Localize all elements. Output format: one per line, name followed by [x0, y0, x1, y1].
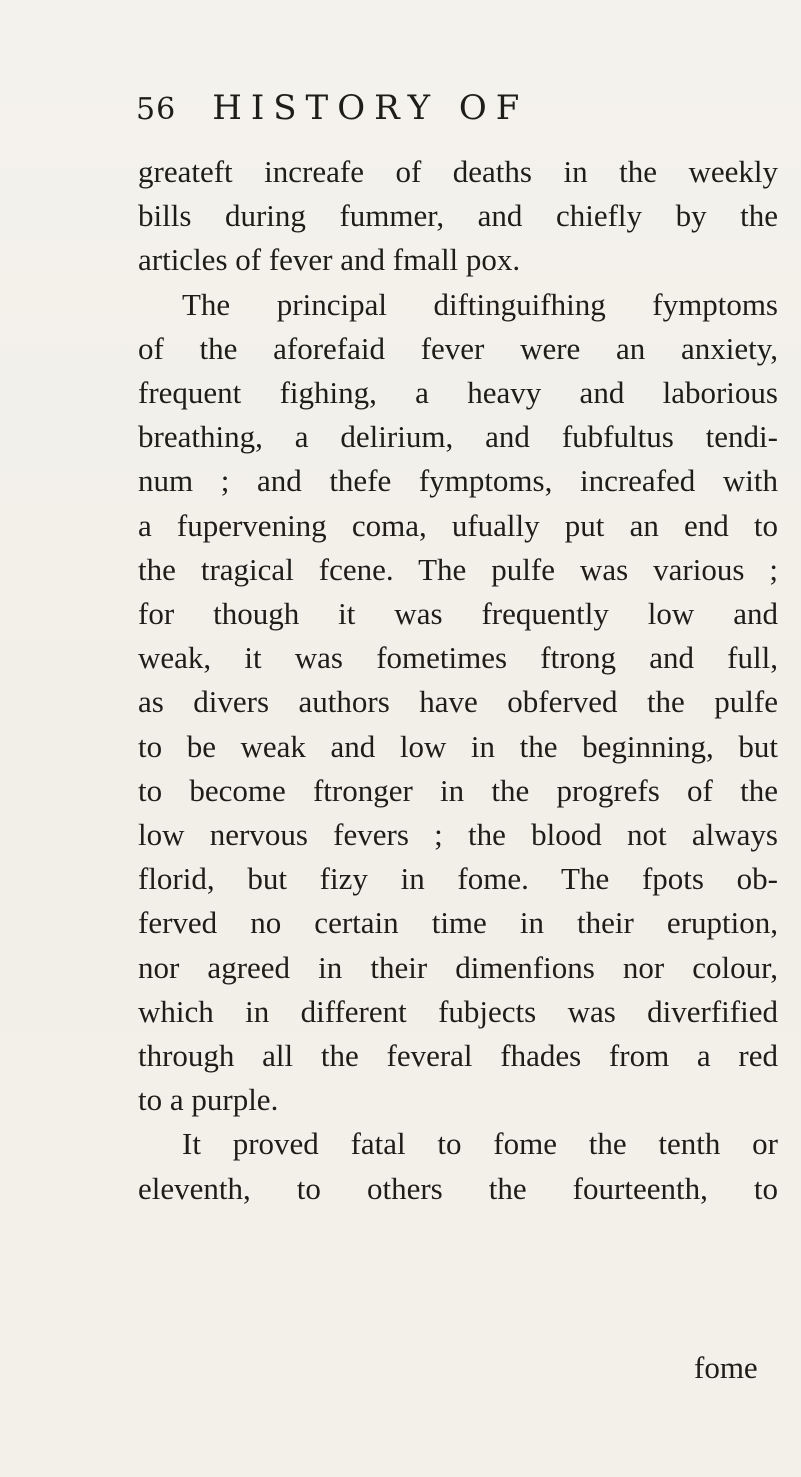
- catchword: fome: [694, 1350, 758, 1385]
- text-line: breathing, a delirium, and fubfultus tendi-: [138, 419, 778, 455]
- text-line: the tragical fcene. The pulfe was various ;: [138, 551, 778, 587]
- text-line: florid, but fizy in fome. The fpots ob-: [138, 861, 778, 897]
- text-line: weak, it was fometimes ftrong and full,: [138, 640, 778, 676]
- text-line: of the aforefaid fever were an anxiety,: [138, 330, 778, 366]
- text-line: nor agreed in their dimenfions nor colour,: [138, 949, 778, 985]
- text-line: to become ftronger in the progrefs of the: [138, 772, 778, 808]
- text-line: frequent fighing, a heavy and laborious: [138, 375, 778, 411]
- text-line: through all the feveral fhades from a red: [138, 1038, 778, 1074]
- text-line: to be weak and low in the beginning, but: [138, 728, 778, 764]
- text-line: The principal diftinguifhing fymptoms: [182, 286, 778, 322]
- text-line: greateft increafe of deaths in the weekly: [138, 154, 778, 189]
- running-head: HISTORY OF: [212, 88, 529, 128]
- text-line: It proved fatal to fome the tenth or: [182, 1126, 778, 1162]
- text-line: to a purple.: [138, 1082, 279, 1118]
- text-line: eleventh, to others the fourteenth, to: [138, 1170, 778, 1206]
- page-header: [136, 88, 528, 128]
- text-line: which in different fubjects was diverfified: [138, 993, 778, 1029]
- text-line: num ; and thefe fymptoms, increafed with: [138, 463, 778, 499]
- text-line: articles of fever and fmall pox.: [138, 242, 521, 278]
- text-line: bills during fummer, and chiefly by the: [138, 198, 778, 234]
- text-line: low nervous fevers ; the blood not always: [138, 817, 778, 853]
- text-line: a fupervening coma, ufually put an end to: [138, 507, 778, 543]
- text-line: as divers authors have obferved the pulfe: [138, 684, 778, 720]
- text-line: for though it was frequently low and: [138, 596, 778, 632]
- text-line: ferved no certain time in their eruption,: [138, 905, 778, 941]
- page-number: 56: [136, 92, 177, 127]
- body-text: [138, 150, 778, 1211]
